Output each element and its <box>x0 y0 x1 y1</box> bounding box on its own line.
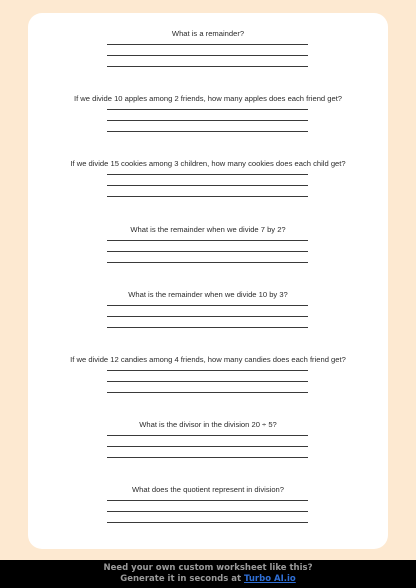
answer-line <box>107 120 308 121</box>
answer-line <box>107 327 308 328</box>
answer-line <box>107 305 308 306</box>
answer-line <box>107 185 308 186</box>
footer-site-link[interactable]: Turbo AI.io <box>244 574 296 584</box>
promo-footer <box>0 560 416 588</box>
answer-line <box>107 316 308 317</box>
footer-cta-text <box>0 574 416 585</box>
answer-line <box>107 370 308 371</box>
answer-line <box>107 511 308 512</box>
answer-line <box>107 66 308 67</box>
answer-line <box>107 131 308 132</box>
answer-line <box>107 392 308 393</box>
answer-line <box>107 251 308 252</box>
answer-line <box>107 240 308 241</box>
question-text: What does the quotient represent in division? <box>132 485 284 494</box>
question-text: What is the divisor in the division 20 ÷ 5? <box>139 420 277 429</box>
question-text: What is the remainder when we divide 10 by 3? <box>128 290 288 299</box>
answer-line <box>107 55 308 56</box>
answer-line <box>107 44 308 45</box>
answer-line <box>107 435 308 436</box>
answer-line <box>107 109 308 110</box>
footer-promo-text: Need your own custom worksheet like this? <box>103 563 313 573</box>
answer-line <box>107 174 308 175</box>
answer-line <box>107 500 308 501</box>
answer-line <box>107 522 308 523</box>
answer-line <box>107 262 308 263</box>
question-text: If we divide 15 cookies among 3 children, how many cookies does each child get? <box>70 159 346 168</box>
answer-line <box>107 381 308 382</box>
answer-line <box>107 196 308 197</box>
footer-cta-prefix: Generate it in seconds at <box>120 574 245 584</box>
question-text: What is a remainder? <box>171 29 245 38</box>
question-text: If we divide 10 apples among 2 friends, how many apples does each friend get? <box>73 94 343 103</box>
question-text: If we divide 12 candies among 4 friends, how many candies does each friend get? <box>70 355 346 364</box>
question-text: What is the remainder when we divide 7 by 2? <box>130 225 286 234</box>
answer-line <box>107 457 308 458</box>
answer-line <box>107 446 308 447</box>
worksheet-sheet <box>28 13 388 549</box>
